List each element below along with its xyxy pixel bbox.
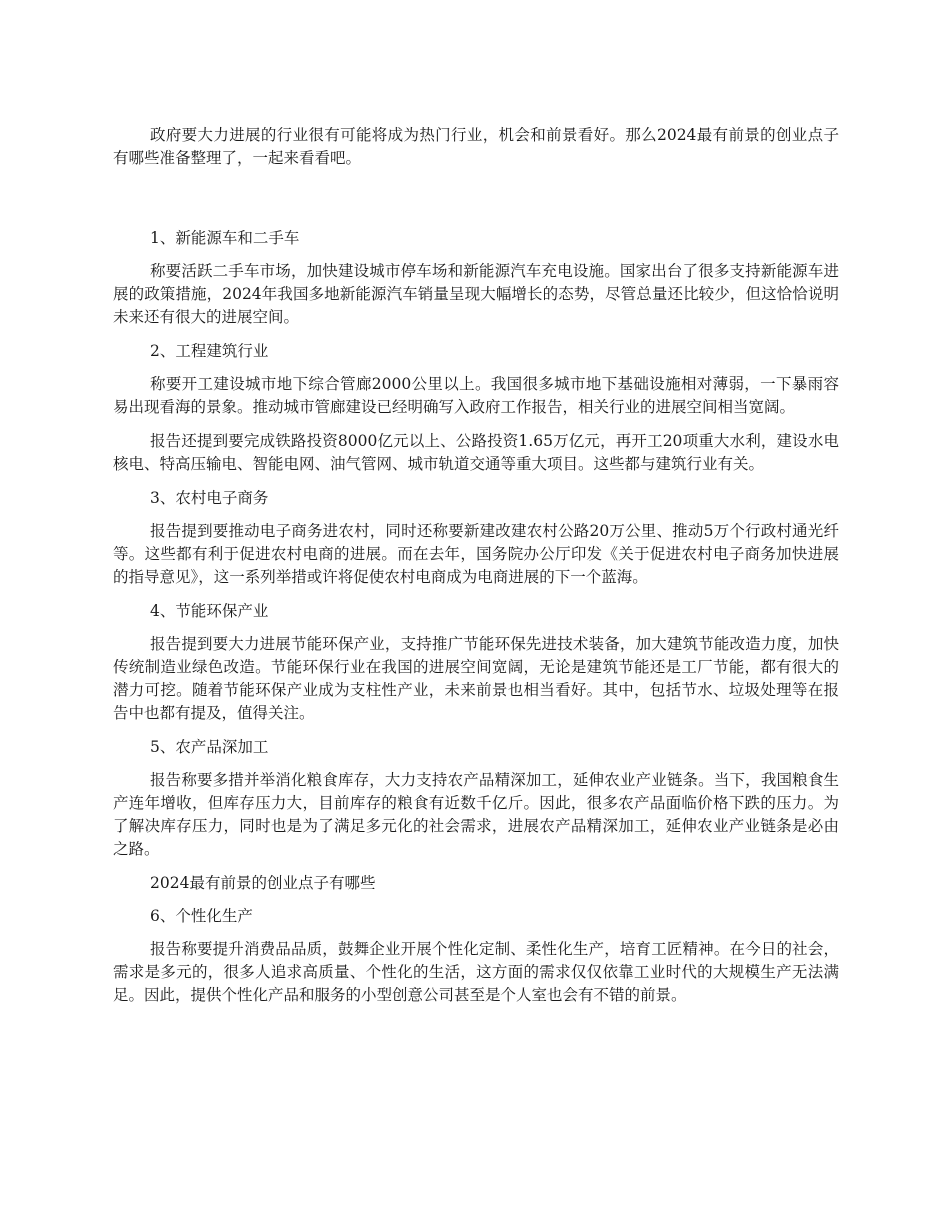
document-page bbox=[113, 124, 839, 1018]
subtitle-heading: 2024最有前景的创业点子有哪些 bbox=[150, 874, 376, 892]
section-3-paragraph-1: 报告提到要推动电子商务进农村，同时还称要新建改建农村公路20万公里、推动5万个行政村通光纤等。这些都有利于促进农村电商的进展。而在去年，国务院办公厅印发《关于促进农村电子商务加快进展的指导意见》，这一系列举措或许将促使农村电商成为电商进展的下一个蓝海。 bbox=[113, 522, 839, 586]
section-heading-3: 3、农村电子商务 bbox=[150, 489, 269, 507]
section-2-paragraph-2: 报告还提到要完成铁路投资8000亿元以上、公路投资1.65万亿元，再开工20项重大水利，建设水电核电、特高压输电、智能电网、油气管网、城市轨道交通等重大项目。这些都与建筑行业有关。 bbox=[113, 432, 839, 473]
section-4-paragraph-1: 报告提到要大力进展节能环保产业，支持推广节能环保先进技术装备，加大建筑节能改造力度，加快传统制造业绿色改造。节能环保行业在我国的进展空间宽阔，无论是建筑节能还是工厂节能，都有很大的潜力可挖。随着节能环保产业成为支柱性产业，未来前景也相当看好。其中，包括节水、垃圾处理等在报告中也都有提及，值得关注。 bbox=[113, 635, 839, 722]
section-5-paragraph-1: 报告称要多措并举消化粮食库存，大力支持农产品精深加工，延伸农业产业链条。当下，我国粮食生产连年增收，但库存压力大，目前库存的粮食有近数千亿斤。因此，很多农产品面临价格下跌的压力。为了解决库存压力，同时也是为了满足多元化的社会需求，进展农产品精深加工，延伸农业产业链条是必由之路。 bbox=[113, 771, 839, 858]
section-heading-4: 4、节能环保产业 bbox=[150, 602, 269, 620]
section-heading-2: 2、工程建筑行业 bbox=[150, 342, 269, 360]
section-heading-5: 5、农产品深加工 bbox=[150, 738, 269, 756]
section-6-paragraph-1: 报告称要提升消费品品质，鼓舞企业开展个性化定制、柔性化生产，培育工匠精神。在今日的社会，需求是多元的，很多人追求高质量、个性化的生活，这方面的需求仅仅依靠工业时代的大规模生产无法满足。因此，提供个性化产品和服务的小型创意公司甚至是个人室也会有不错的前景。 bbox=[113, 940, 839, 1004]
section-heading-1: 1、新能源车和二手车 bbox=[150, 229, 300, 247]
section-1-paragraph-1: 称要活跃二手车市场，加快建设城市停车场和新能源汽车充电设施。国家出台了很多支持新能源车进展的政策措施，2024年我国多地新能源汽车销量呈现大幅增长的态势，尽管总量还比较少，但这恰恰说明未来还有很大的进展空间。 bbox=[113, 262, 839, 326]
section-2-paragraph-1: 称要开工建设城市地下综合管廊2000公里以上。我国很多城市地下基础设施相对薄弱，一下暴雨容易出现看海的景象。推动城市管廊建设已经明确写入政府工作报告，相关行业的进展空间相当宽阔。 bbox=[113, 375, 839, 416]
intro-paragraph: 政府要大力进展的行业很有可能将成为热门行业，机会和前景看好。那么2024最有前景的创业点子有哪些准备整理了，一起来看看吧。 bbox=[113, 126, 839, 167]
section-heading-6: 6、个性化生产 bbox=[150, 907, 253, 925]
